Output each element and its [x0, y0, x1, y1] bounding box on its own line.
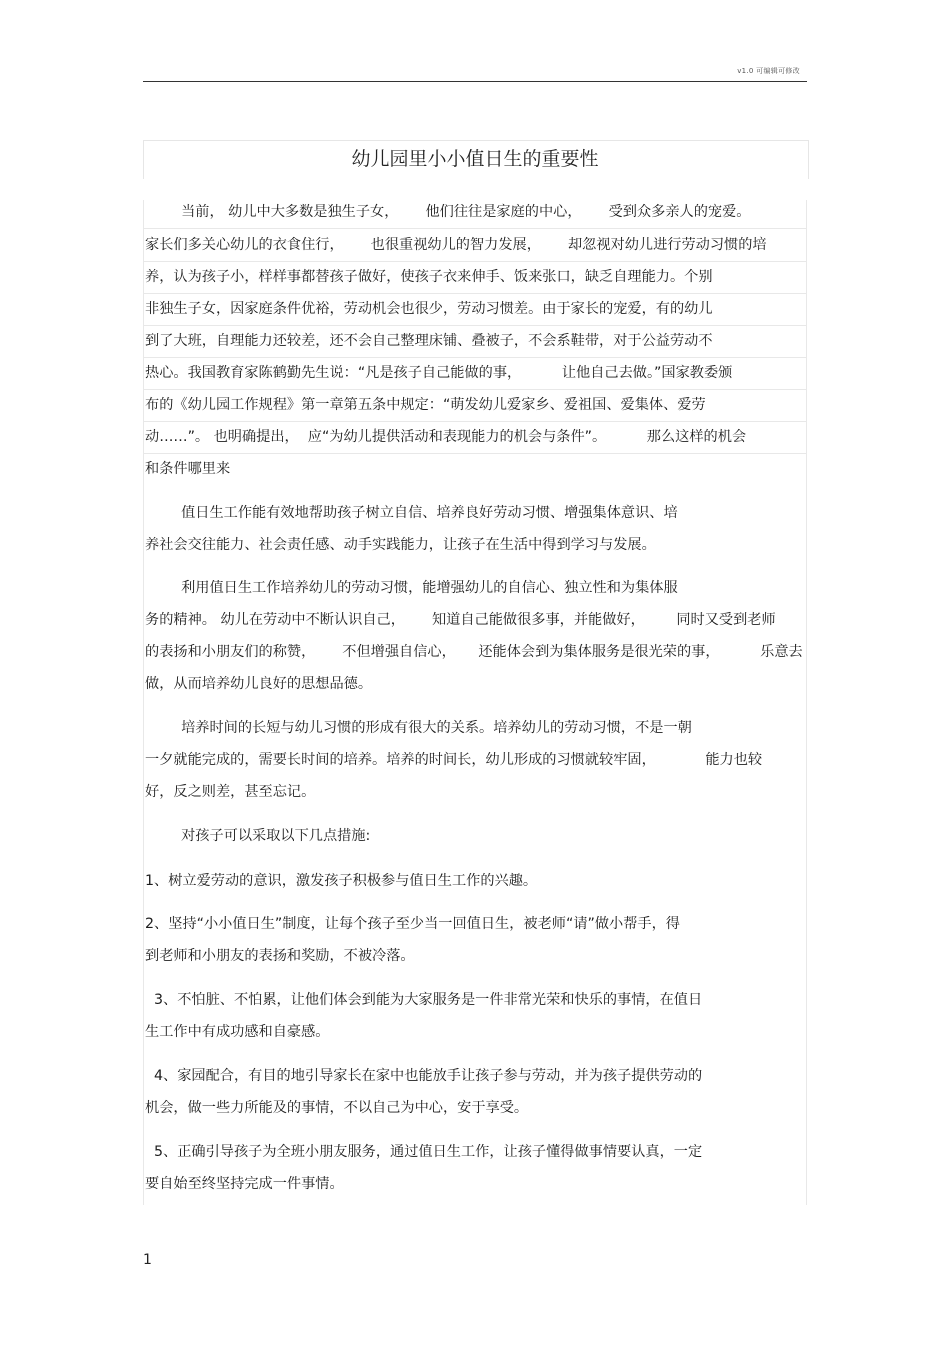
text-line: 和条件哪里来 [145, 461, 231, 477]
frame-rule [143, 357, 807, 358]
text-line: 培养时间的长短与幼儿习惯的形成有很大的关系。培养幼儿的劳动习惯，不是一朝 [145, 720, 692, 736]
text-line: 对孩子可以采取以下几点措施: [145, 828, 371, 844]
document-title: 幼儿园里小小值日生的重要性 [351, 148, 599, 170]
text-line: 务的精神。 幼儿在劳动中不断认识自己， 知道自己能做很多事，并能做好， 同时又受到老师 [145, 612, 776, 628]
text-line: 要自始至终坚持完成一件事情。 [145, 1176, 344, 1192]
text-line: 到老师和小朋友的表扬和奖励，不被冷落。 [145, 948, 415, 964]
frame-rule [143, 421, 807, 422]
frame-right-line [806, 200, 807, 1205]
text-line: 热心。我国教育家陈鹤勤先生说：“凡是孩子自己能做的事， 让他自己去做。”国家教委颁 [145, 365, 733, 381]
text-line: 的表扬和小朋友们的称赞， 不但增强自信心， 还能体会到为集体服务是很光荣的事， 乐意去 [145, 644, 803, 660]
text-line: 3、不怕脏、不怕累，让他们体会到能为大家服务是一件非常光荣和快乐的事情，在值日 [145, 992, 703, 1008]
text-line: 4、家园配合，有目的地引导家长在家中也能放手让孩子参与劳动，并为孩子提供劳动的 [145, 1068, 703, 1084]
text-line: 非独生子女，因家庭条件优裕，劳动机会也很少，劳动习惯差。由于家长的宠爱，有的幼儿 [145, 301, 713, 317]
text-line: 5、正确引导孩子为全班小朋友服务，通过值日生工作，让孩子懂得做事情要认真，一定 [145, 1144, 703, 1160]
frame-rule [143, 228, 807, 229]
text-line: 养，认为孩子小，样样事都替孩子做好，使孩子衣来伸手、饭来张口，缺乏自理能力。个别 [145, 269, 713, 285]
frame-left-line [143, 200, 144, 1205]
text-line: 一夕就能完成的，需要长时间的培养。培养的时间长，幼儿形成的习惯就较牢固， 能力也较 [145, 752, 763, 768]
text-line: 家长们多关心幼儿的衣食住行， 也很重视幼儿的智力发展， 却忽视对幼儿进行劳动习惯的培 [145, 237, 767, 253]
header-version-text: v1.0 可编辑可修改 [737, 67, 800, 75]
header-rule [143, 81, 807, 82]
text-line: 做，从而培养幼儿良好的思想品德。 [145, 676, 373, 692]
frame-rule [143, 261, 807, 262]
text-line: 机会，做一些力所能及的事情，不以自己为中心，安于享受。 [145, 1100, 529, 1116]
text-line: 好，反之则差，甚至忘记。 [145, 784, 316, 800]
frame-rule [143, 453, 807, 454]
text-line: 2、坚持“小小值日生”制度，让每个孩子至少当一回值日生，被老师“请”做小帮手，得 [145, 916, 680, 932]
page-number: 1 [143, 1252, 152, 1268]
text-line: 到了大班，自理能力还较差，还不会自己整理床铺、叠被子，不会系鞋带，对于公益劳动不 [145, 333, 713, 349]
text-line: 生工作中有成功感和自豪感。 [145, 1024, 330, 1040]
text-line: 当前， 幼儿中大多数是独生子女， 他们往往是家庭的中心， 受到众多亲人的宠爱。 [145, 204, 751, 220]
frame-rule [143, 389, 807, 390]
text-line: 利用值日生工作培养幼儿的劳动习惯，能增强幼儿的自信心、独立性和为集体服 [145, 580, 678, 596]
text-line: 1、树立爱劳动的意识，激发孩子积极参与值日生工作的兴趣。 [145, 873, 538, 889]
text-line: 布的《幼儿园工作规程》第一章第五条中规定：“萌发幼儿爱家乡、爱祖国、爱集体、爱劳 [145, 397, 706, 413]
frame-rule [143, 325, 807, 326]
text-line: 值日生工作能有效地帮助孩子树立自信、培养良好劳动习惯、增强集体意识、培 [145, 505, 678, 521]
text-line: 养社会交往能力、社会责任感、动手实践能力，让孩子在生活中得到学习与发展。 [145, 537, 656, 553]
text-line: 动……”。 也明确提出， 应“为幼儿提供活动和表现能力的机会与条件”。 那么这样的机会 [145, 429, 747, 445]
frame-rule [143, 293, 807, 294]
